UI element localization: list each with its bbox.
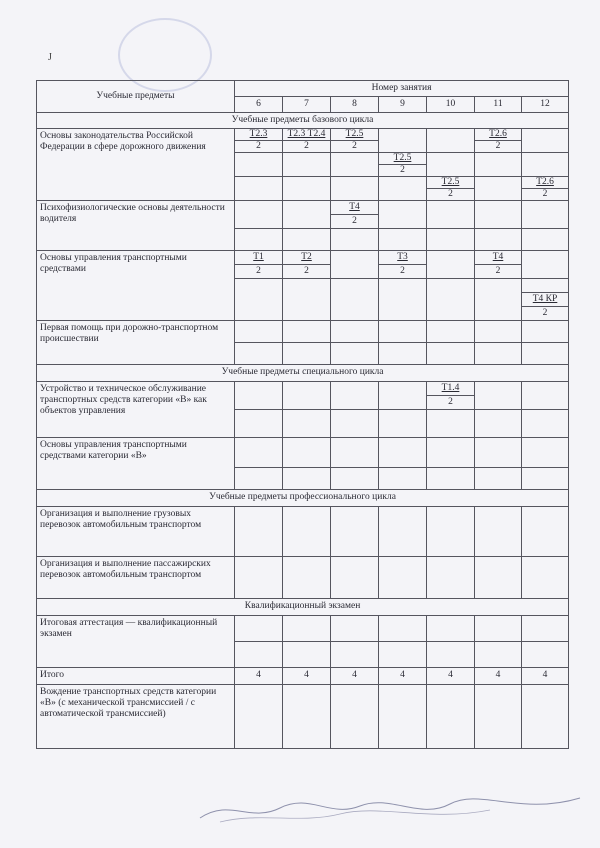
subject-control: Основы управления транспортными средствами xyxy=(37,250,235,320)
lesson-code: Т1 xyxy=(235,250,283,264)
subject-psycho: Психофизиологические основы деятельности водителя xyxy=(37,200,235,250)
schedule-table xyxy=(36,80,569,749)
page-mark: J xyxy=(48,52,52,63)
lesson-cell xyxy=(379,129,427,153)
lesson-code: Т2.5 xyxy=(427,176,475,188)
header-subjects: Учебные предметы xyxy=(37,81,235,113)
lesson-hours: 2 xyxy=(379,164,427,176)
lesson-cell xyxy=(283,176,331,200)
lesson-code: Т2.5 xyxy=(331,129,379,141)
lesson-hours: 2 xyxy=(331,141,379,153)
lesson-cell xyxy=(235,153,283,177)
lesson-cell xyxy=(235,176,283,200)
lesson-hours: 2 xyxy=(427,395,475,409)
lesson-cell xyxy=(475,153,522,177)
subject-cargo: Организация и выполнение грузовых перевозок автомобильным транспортом xyxy=(37,506,235,556)
total-value: 4 xyxy=(475,667,522,684)
col-header: 12 xyxy=(522,97,569,113)
col-header: 6 xyxy=(235,97,283,113)
col-header: 8 xyxy=(331,97,379,113)
col-header: 9 xyxy=(379,97,427,113)
handwritten-signature xyxy=(190,788,590,828)
lesson-hours: 2 xyxy=(331,214,379,228)
lesson-hours: 2 xyxy=(379,264,427,278)
lesson-code: Т4 КР xyxy=(522,292,569,306)
lesson-code: Т2.6 xyxy=(475,129,522,141)
lesson-cell xyxy=(522,129,569,153)
lesson-hours: 2 xyxy=(522,306,569,320)
col-header: 7 xyxy=(283,97,331,113)
lesson-code: Т1.4 xyxy=(427,381,475,395)
section-base: Учебные предметы базового цикла xyxy=(37,113,569,129)
lesson-hours: 2 xyxy=(235,264,283,278)
lesson-cell xyxy=(522,153,569,177)
lesson-cell xyxy=(427,129,475,153)
subject-final: Итоговая аттестация — квалификационный экзамен xyxy=(37,615,235,667)
col-header: 11 xyxy=(475,97,522,113)
lesson-cell xyxy=(475,176,522,200)
total-value: 4 xyxy=(522,667,569,684)
subject-passenger: Организация и выполнение пассажирских перевозок автомобильным транспортом xyxy=(37,556,235,598)
total-label: Итого xyxy=(37,667,235,684)
lesson-hours: 2 xyxy=(427,188,475,200)
total-value: 4 xyxy=(283,667,331,684)
lesson-code: Т2.3 Т2.4 xyxy=(283,129,331,141)
lesson-cell xyxy=(379,176,427,200)
col-header: 10 xyxy=(427,97,475,113)
total-value: 4 xyxy=(331,667,379,684)
lesson-hours: 2 xyxy=(283,264,331,278)
lesson-code: Т2.5 xyxy=(379,153,427,165)
subject-driving: Вождение транспортных средств категории «В» (с механической трансмиссией / с автоматической трансмиссией) xyxy=(37,684,235,748)
lesson-hours: 2 xyxy=(475,264,522,278)
lesson-hours: 2 xyxy=(475,141,522,153)
lesson-hours: 2 xyxy=(235,141,283,153)
header-lesson-number: Номер занятия xyxy=(235,81,569,97)
lesson-cell xyxy=(331,153,379,177)
section-exam: Квалификационный экзамен xyxy=(37,598,569,615)
subject-firstaid: Первая помощь при дорожно-транспортном происшествии xyxy=(37,320,235,364)
lesson-hours: 2 xyxy=(283,141,331,153)
total-value: 4 xyxy=(235,667,283,684)
lesson-code: Т3 xyxy=(379,250,427,264)
lesson-code: Т4 xyxy=(475,250,522,264)
total-value: 4 xyxy=(379,667,427,684)
lesson-code: Т4 xyxy=(331,200,379,214)
section-professional: Учебные предметы профессионального цикла xyxy=(37,489,569,506)
subject-controlB: Основы управления транспортными средствами категории «В» xyxy=(37,437,235,489)
subject-device: Устройство и техническое обслуживание транспортных средств категории «В» как объектов управления xyxy=(37,381,235,437)
subject-law: Основы законодательства Российской Федерации в сфере дорожного движения xyxy=(37,129,235,201)
lesson-cell xyxy=(283,153,331,177)
section-special: Учебные предметы специального цикла xyxy=(37,364,569,381)
lesson-code: Т2.6 xyxy=(522,176,569,188)
lesson-cell xyxy=(427,153,475,177)
lesson-cell xyxy=(331,176,379,200)
lesson-code: Т2.3 xyxy=(235,129,283,141)
total-value: 4 xyxy=(427,667,475,684)
lesson-hours: 2 xyxy=(522,188,569,200)
lesson-code: Т2 xyxy=(283,250,331,264)
